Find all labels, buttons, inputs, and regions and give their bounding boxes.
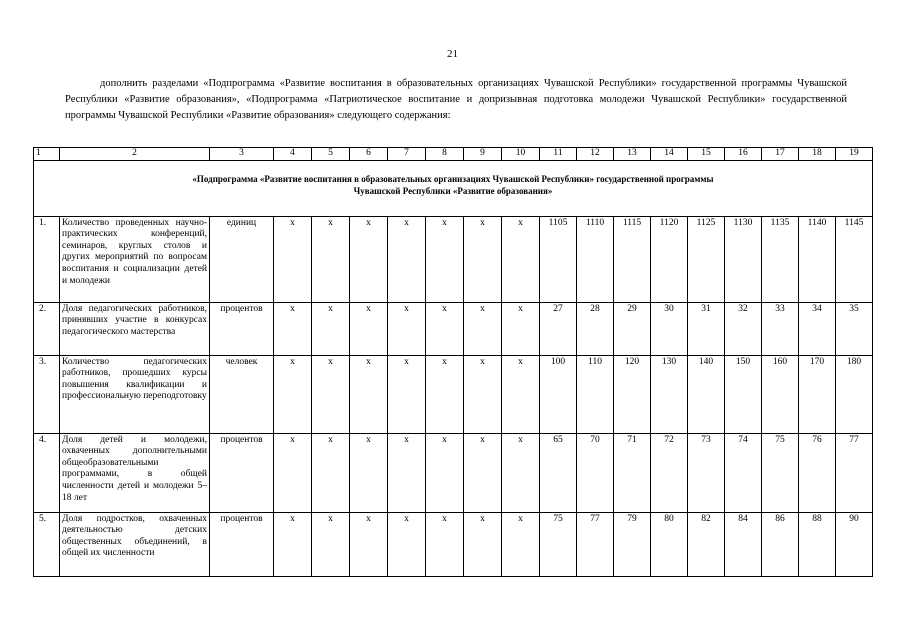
value-cell: 140 [688, 355, 725, 433]
value-cell: 1135 [762, 216, 799, 302]
column-header-11: 11 [540, 148, 577, 161]
column-header-9: 9 [464, 148, 502, 161]
column-header-7: 7 [388, 148, 426, 161]
row-number: 2. [34, 302, 60, 355]
column-header-15: 15 [688, 148, 725, 161]
value-cell: х [464, 302, 502, 355]
column-header-13: 13 [614, 148, 651, 161]
value-cell: 120 [614, 355, 651, 433]
column-header-19: 19 [836, 148, 873, 161]
value-cell: х [388, 512, 426, 576]
column-header-4: 4 [274, 148, 312, 161]
value-cell: 75 [540, 512, 577, 576]
value-cell: 1115 [614, 216, 651, 302]
value-cell: х [350, 433, 388, 512]
value-cell: х [274, 302, 312, 355]
row-number: 3. [34, 355, 60, 433]
value-cell: 79 [614, 512, 651, 576]
column-header-14: 14 [651, 148, 688, 161]
value-cell: 100 [540, 355, 577, 433]
value-cell: х [312, 302, 350, 355]
value-cell: х [312, 216, 350, 302]
value-cell: 35 [836, 302, 873, 355]
value-cell: х [426, 512, 464, 576]
column-header-18: 18 [799, 148, 836, 161]
value-cell: 76 [799, 433, 836, 512]
value-cell: х [464, 216, 502, 302]
value-cell: 28 [577, 302, 614, 355]
value-cell: 170 [799, 355, 836, 433]
value-cell: 29 [614, 302, 651, 355]
value-cell: х [312, 512, 350, 576]
value-cell: 80 [651, 512, 688, 576]
indicator-table [33, 147, 873, 577]
unit-of-measure: процентов [210, 302, 274, 355]
value-cell: х [502, 512, 540, 576]
value-cell: х [274, 355, 312, 433]
column-header-17: 17 [762, 148, 799, 161]
section-title-row [34, 160, 873, 216]
value-cell: 1105 [540, 216, 577, 302]
value-cell: 1125 [688, 216, 725, 302]
value-cell: 1120 [651, 216, 688, 302]
value-cell: х [502, 355, 540, 433]
value-cell: х [464, 433, 502, 512]
value-cell: 1110 [577, 216, 614, 302]
value-cell: 32 [725, 302, 762, 355]
value-cell: х [388, 355, 426, 433]
value-cell: х [350, 302, 388, 355]
column-number-row [34, 148, 873, 161]
value-cell: х [312, 433, 350, 512]
value-cell: 1140 [799, 216, 836, 302]
value-cell: х [388, 216, 426, 302]
column-header-16: 16 [725, 148, 762, 161]
table-row [34, 216, 873, 302]
indicator-name: Доля педагогических работников, принявших участие в конкурсах педагогического мастерства [60, 302, 210, 355]
value-cell: х [426, 433, 464, 512]
value-cell: 1145 [836, 216, 873, 302]
value-cell: х [426, 216, 464, 302]
table-row [34, 512, 873, 576]
value-cell: х [388, 302, 426, 355]
indicator-name: Количество педагогических работников, прошедших курсы повышения квалификации и профессиональную переподготовку [60, 355, 210, 433]
value-cell: х [502, 216, 540, 302]
value-cell: 70 [577, 433, 614, 512]
value-cell: х [350, 216, 388, 302]
value-cell: 1130 [725, 216, 762, 302]
column-header-2: 2 [60, 148, 210, 161]
column-header-6: 6 [350, 148, 388, 161]
value-cell: 82 [688, 512, 725, 576]
value-cell: 88 [799, 512, 836, 576]
row-number: 4. [34, 433, 60, 512]
value-cell: 77 [577, 512, 614, 576]
section-title-line2: Чувашской Республики «Развитие образования» [353, 185, 553, 196]
value-cell: х [274, 512, 312, 576]
indicator-name: Доля детей и молодежи, охваченных дополнительными общеобразовательными программами, в общей численности детей и молодежи 5–18 лет [60, 433, 210, 512]
value-cell: 86 [762, 512, 799, 576]
value-cell: 33 [762, 302, 799, 355]
unit-of-measure: человек [210, 355, 274, 433]
row-number: 1. [34, 216, 60, 302]
value-cell: х [464, 355, 502, 433]
column-header-12: 12 [577, 148, 614, 161]
value-cell: х [350, 355, 388, 433]
value-cell: х [388, 433, 426, 512]
section-title-line1: «Подпрограмма «Развитие воспитания в образовательных организациях Чувашской Республики» государственной программы [192, 173, 714, 184]
value-cell: х [312, 355, 350, 433]
indicator-name: Количество проведенных научно-практических конференций, семинаров, круглых столов и других мероприятий по вопросам воспитания и социализации детей и молодежи [60, 216, 210, 302]
value-cell: х [426, 302, 464, 355]
value-cell: 30 [651, 302, 688, 355]
value-cell: 84 [725, 512, 762, 576]
value-cell: х [464, 512, 502, 576]
value-cell: х [502, 302, 540, 355]
value-cell: 31 [688, 302, 725, 355]
value-cell: 160 [762, 355, 799, 433]
table-row [34, 355, 873, 433]
value-cell: х [502, 433, 540, 512]
indicator-name: Доля подростков, охваченных деятельностью детских общественных объединений, в общей их численности [60, 512, 210, 576]
value-cell: х [274, 216, 312, 302]
intro-paragraph: дополнить разделами «Подпрограмма «Развитие воспитания в образовательных организациях Чувашской Республики» государственной программы Чувашской Республики «Развитие образования», «Подпрограмма «Патриотическое воспитание и допризывная подготовка молодежи Чувашской Республики» государственной программы Чувашской Республики «Развитие образования» следующего содержания: [65, 78, 847, 121]
value-cell: х [350, 512, 388, 576]
value-cell: 150 [725, 355, 762, 433]
value-cell: 130 [651, 355, 688, 433]
value-cell: 72 [651, 433, 688, 512]
value-cell: 34 [799, 302, 836, 355]
column-header-1: 1 [34, 148, 60, 161]
table-row [34, 302, 873, 355]
value-cell: 180 [836, 355, 873, 433]
value-cell: 27 [540, 302, 577, 355]
section-title [34, 160, 873, 216]
column-header-10: 10 [502, 148, 540, 161]
value-cell: 65 [540, 433, 577, 512]
unit-of-measure: процентов [210, 512, 274, 576]
column-header-5: 5 [312, 148, 350, 161]
unit-of-measure: процентов [210, 433, 274, 512]
table-row [34, 433, 873, 512]
value-cell: 75 [762, 433, 799, 512]
column-header-3: 3 [210, 148, 274, 161]
value-cell: х [274, 433, 312, 512]
value-cell: 73 [688, 433, 725, 512]
unit-of-measure: единиц [210, 216, 274, 302]
column-header-8: 8 [426, 148, 464, 161]
row-number: 5. [34, 512, 60, 576]
value-cell: 77 [836, 433, 873, 512]
value-cell: х [426, 355, 464, 433]
value-cell: 71 [614, 433, 651, 512]
value-cell: 110 [577, 355, 614, 433]
value-cell: 90 [836, 512, 873, 576]
page-number: 21 [447, 48, 458, 60]
value-cell: 74 [725, 433, 762, 512]
